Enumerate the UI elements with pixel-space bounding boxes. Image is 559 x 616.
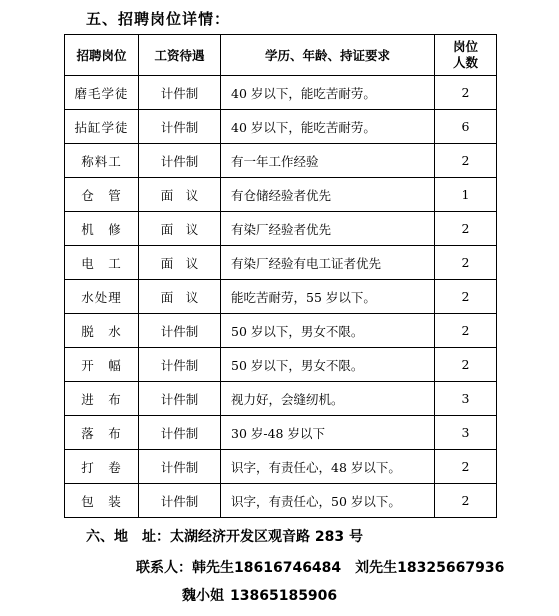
cell-salary: 面 议	[139, 212, 221, 246]
address-line: 六、地 址：太湖经济开发区观音路 283 号	[86, 529, 363, 545]
cell-count: 2	[435, 280, 497, 314]
cell-position: 磨毛学徒	[65, 76, 139, 110]
cell-position: 称料工	[65, 144, 139, 178]
cell-salary: 计件制	[139, 314, 221, 348]
cell-position: 拈缸学徒	[65, 110, 139, 144]
cell-position: 进 布	[65, 382, 139, 416]
jobs-table	[64, 34, 497, 518]
cell-salary: 计件制	[139, 348, 221, 382]
cell-position: 脱 水	[65, 314, 139, 348]
contact-name: 魏小姐	[182, 588, 224, 604]
table-header-row	[65, 35, 497, 76]
table-row	[65, 450, 497, 484]
contact-phone: 13865185906	[230, 588, 338, 604]
cell-requirements: 有仓储经验者优先	[221, 178, 435, 212]
cell-salary: 计件制	[139, 450, 221, 484]
contact-name: 韩先生	[192, 560, 234, 576]
cell-salary: 计件制	[139, 416, 221, 450]
section-title-jobs: 五、招聘岗位详情：	[86, 10, 231, 28]
contact-phone: 18325667936	[397, 560, 505, 576]
cell-count: 2	[435, 484, 497, 518]
cell-position: 包 装	[65, 484, 139, 518]
contact-line-1	[136, 557, 504, 577]
cell-requirements: 50 岁以下，男女不限。	[221, 348, 435, 382]
cell-count: 2	[435, 450, 497, 484]
cell-salary: 计件制	[139, 144, 221, 178]
cell-position: 电 工	[65, 246, 139, 280]
table-row	[65, 246, 497, 280]
cell-requirements: 视力好，会缝纫机。	[221, 382, 435, 416]
cell-count: 3	[435, 416, 497, 450]
table-row	[65, 144, 497, 178]
cell-salary: 面 议	[139, 178, 221, 212]
cell-requirements: 有染厂经验有电工证者优先	[221, 246, 435, 280]
table-row	[65, 348, 497, 382]
table-row	[65, 416, 497, 450]
cell-count: 2	[435, 348, 497, 382]
cell-count: 2	[435, 212, 497, 246]
cell-salary: 计件制	[139, 110, 221, 144]
cell-position: 机 修	[65, 212, 139, 246]
table-row	[65, 484, 497, 518]
cell-position: 开 幅	[65, 348, 139, 382]
cell-position: 落 布	[65, 416, 139, 450]
table-row	[65, 280, 497, 314]
contact-phone: 18616746484	[234, 560, 342, 576]
cell-requirements: 30 岁-48 岁以下	[221, 416, 435, 450]
cell-count: 2	[435, 76, 497, 110]
cell-requirements: 40 岁以下，能吃苦耐劳。	[221, 110, 435, 144]
table-row	[65, 76, 497, 110]
cell-requirements: 识字，有责任心，48 岁以下。	[221, 450, 435, 484]
cell-salary: 面 议	[139, 280, 221, 314]
table-row	[65, 314, 497, 348]
table-body	[65, 76, 497, 518]
cell-requirements: 识字，有责任心，50 岁以下。	[221, 484, 435, 518]
header-salary: 工资待遇	[139, 35, 221, 76]
table-row	[65, 110, 497, 144]
cell-count: 2	[435, 246, 497, 280]
table-row	[65, 178, 497, 212]
cell-count: 2	[435, 144, 497, 178]
cell-position: 水处理	[65, 280, 139, 314]
cell-requirements: 40 岁以下，能吃苦耐劳。	[221, 76, 435, 110]
cell-count: 1	[435, 178, 497, 212]
cell-salary: 面 议	[139, 246, 221, 280]
cell-count: 3	[435, 382, 497, 416]
table-row	[65, 382, 497, 416]
header-position: 招聘岗位	[65, 35, 139, 76]
table-row	[65, 212, 497, 246]
cell-position: 打 卷	[65, 450, 139, 484]
cell-salary: 计件制	[139, 382, 221, 416]
cell-count: 6	[435, 110, 497, 144]
cell-position: 仓 管	[65, 178, 139, 212]
header-count	[435, 35, 497, 76]
cell-requirements: 有一年工作经验	[221, 144, 435, 178]
cell-count: 2	[435, 314, 497, 348]
cell-salary: 计件制	[139, 484, 221, 518]
header-count-line2: 人数	[452, 55, 478, 70]
header-count-line1: 岗位	[452, 39, 478, 54]
contact-label: 联系人：	[136, 560, 192, 576]
cell-salary: 计件制	[139, 76, 221, 110]
cell-requirements: 有染厂经验者优先	[221, 212, 435, 246]
cell-requirements: 能吃苦耐劳，55 岁以下。	[221, 280, 435, 314]
cell-requirements: 50 岁以下，男女不限。	[221, 314, 435, 348]
contact-line-2	[182, 585, 337, 605]
contact-name: 刘先生	[355, 560, 398, 576]
header-requirements: 学历、年龄、持证要求	[221, 35, 435, 76]
